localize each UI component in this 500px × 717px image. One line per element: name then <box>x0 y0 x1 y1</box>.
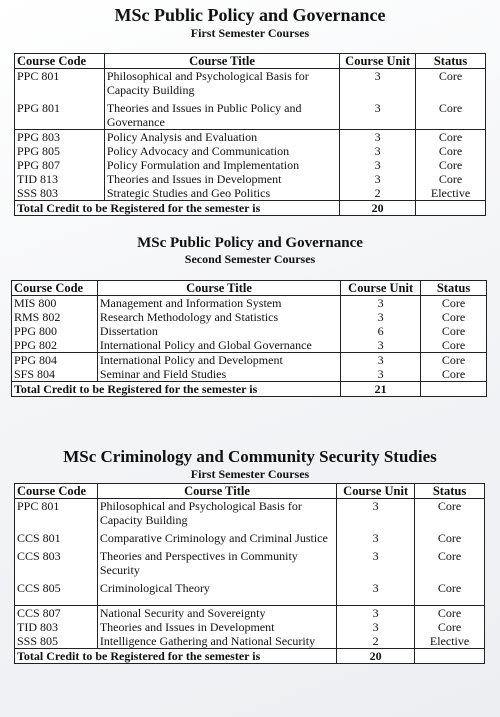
table-row <box>12 324 487 338</box>
course-unit: 2 <box>340 186 416 201</box>
header-course-title: Course Title <box>104 54 339 69</box>
table-row <box>15 69 486 98</box>
course-status: Core <box>416 130 486 145</box>
course-title: Policy Advocacy and Communication <box>104 144 339 158</box>
course-unit: 6 <box>341 324 421 338</box>
header-course-title: Course Title <box>97 281 340 296</box>
total-credit-label: Total Credit to be Registered for the semester is <box>12 382 341 397</box>
table-row <box>12 367 487 382</box>
table-row <box>15 101 486 130</box>
course-status: Elective <box>415 634 485 649</box>
course-status: Core <box>415 549 485 577</box>
header-course-code: Course Code <box>15 484 98 499</box>
header-course-code: Course Code <box>12 281 98 296</box>
header-course-unit: Course Unit <box>341 281 421 296</box>
course-code: MIS 800 <box>12 296 98 311</box>
course-status: Core <box>416 144 486 158</box>
course-code: SFS 804 <box>12 367 98 382</box>
table-row <box>15 172 486 186</box>
course-table-ppg-second <box>11 280 487 397</box>
total-credit-value: 21 <box>341 382 421 397</box>
course-unit: 3 <box>341 353 421 368</box>
section-subtitle: Second Semester Courses <box>184 252 316 266</box>
course-unit: 3 <box>337 531 415 545</box>
total-credit-value: 20 <box>340 201 416 216</box>
course-title: National Security and Sovereignty <box>97 606 336 621</box>
course-title: Intelligence Gathering and National Security <box>97 634 336 649</box>
course-title: Theories and Perspectives in Community Security <box>97 549 336 577</box>
header-status: Status <box>415 484 485 499</box>
total-credit-value: 20 <box>337 649 415 664</box>
course-title: Dissertation <box>97 324 340 338</box>
section-subtitle: First Semester Courses <box>190 26 310 40</box>
total-credit-row <box>12 382 487 397</box>
table-row <box>15 186 486 201</box>
course-unit: 3 <box>341 296 421 311</box>
course-status: Core <box>421 310 487 324</box>
table-row <box>15 130 486 145</box>
section-title: MSc Criminology and Community Security Studies <box>63 447 437 466</box>
course-unit: 3 <box>337 499 415 528</box>
course-code: SSS 803 <box>15 186 105 201</box>
course-code: PPG 803 <box>15 130 105 145</box>
section-title: MSc Public Policy and Governance <box>137 235 363 251</box>
course-unit: 3 <box>337 606 415 621</box>
section-ppg-first-semester <box>0 4 500 40</box>
course-code: PPC 801 <box>15 69 105 98</box>
course-code: CCS 801 <box>15 531 98 545</box>
course-code: PPG 805 <box>15 144 105 158</box>
course-title: Seminar and Field Studies <box>97 367 340 382</box>
header-status: Status <box>416 54 486 69</box>
course-title: Management and Information System <box>97 296 340 311</box>
course-status: Core <box>416 101 486 130</box>
table-row <box>15 144 486 158</box>
course-unit: 3 <box>341 367 421 382</box>
table-row <box>15 634 485 649</box>
course-status: Core <box>421 338 487 353</box>
section-ppg-second-semester <box>0 234 500 266</box>
course-title: Criminological Theory <box>97 581 336 595</box>
course-code: PPC 801 <box>15 499 98 528</box>
course-code: SSS 805 <box>15 634 98 649</box>
course-title: Research Methodology and Statistics <box>97 310 340 324</box>
total-credit-row <box>15 201 486 216</box>
section-title: MSc Public Policy and Governance <box>114 5 386 25</box>
course-title: Policy Analysis and Evaluation <box>104 130 339 145</box>
course-code: PPG 801 <box>15 101 105 130</box>
course-unit: 3 <box>340 101 416 130</box>
table-row <box>15 606 485 621</box>
course-title: Strategic Studies and Geo Politics <box>104 186 339 201</box>
header-course-code: Course Code <box>15 54 105 69</box>
table-header-row <box>15 484 485 499</box>
course-title: Theories and Issues in Development <box>104 172 339 186</box>
course-unit: 3 <box>340 172 416 186</box>
table-row <box>15 499 485 528</box>
course-status: Core <box>416 158 486 172</box>
total-credit-label: Total Credit to be Registered for the semester is <box>15 649 337 664</box>
total-credit-row <box>15 649 485 664</box>
table-row <box>12 353 487 368</box>
table-header-row <box>12 281 487 296</box>
course-unit: 2 <box>337 634 415 649</box>
course-unit: 3 <box>341 338 421 353</box>
header-course-unit: Course Unit <box>337 484 415 499</box>
course-title: Philosophical and Psychological Basis for Capacity Building <box>97 499 336 528</box>
header-status: Status <box>421 281 487 296</box>
course-table-ppg-first <box>14 53 486 216</box>
course-status: Core <box>421 367 487 382</box>
table-row <box>15 549 485 577</box>
course-unit: 3 <box>340 69 416 98</box>
course-status: Core <box>421 324 487 338</box>
table-row <box>15 531 485 545</box>
course-code: PPG 800 <box>12 324 98 338</box>
course-unit: 3 <box>337 581 415 595</box>
course-code: CCS 805 <box>15 581 98 595</box>
course-unit: 3 <box>340 144 416 158</box>
course-code: CCS 803 <box>15 549 98 577</box>
table-row <box>15 581 485 595</box>
course-title: International Policy and Development <box>97 353 340 368</box>
course-status: Core <box>416 172 486 186</box>
course-title: Theories and Issues in Development <box>97 620 336 634</box>
section-ccs-first-semester <box>0 447 500 481</box>
header-course-unit: Course Unit <box>340 54 416 69</box>
total-credit-label: Total Credit to be Registered for the semester is <box>15 201 340 216</box>
course-status: Core <box>415 581 485 595</box>
course-unit: 3 <box>340 158 416 172</box>
course-code: PPG 802 <box>12 338 98 353</box>
course-status: Core <box>415 499 485 528</box>
course-code: RMS 802 <box>12 310 98 324</box>
course-code: PPG 807 <box>15 158 105 172</box>
course-status: Elective <box>416 186 486 201</box>
course-unit: 3 <box>341 310 421 324</box>
course-code: TID 803 <box>15 620 98 634</box>
course-code: CCS 807 <box>15 606 98 621</box>
course-table-ccs-first <box>14 483 485 664</box>
course-status: Core <box>415 531 485 545</box>
course-title: International Policy and Global Governance <box>97 338 340 353</box>
course-unit: 3 <box>340 130 416 145</box>
course-title: Theories and Issues in Public Policy and Governance <box>104 101 339 130</box>
course-status: Core <box>421 353 487 368</box>
course-title: Philosophical and Psychological Basis for Capacity Building <box>104 69 339 98</box>
table-row <box>12 296 487 311</box>
course-code: PPG 804 <box>12 353 98 368</box>
course-code: TID 813 <box>15 172 105 186</box>
course-status: Core <box>415 620 485 634</box>
table-row <box>15 620 485 634</box>
course-title: Comparative Criminology and Criminal Justice <box>97 531 336 545</box>
course-status: Core <box>415 606 485 621</box>
section-subtitle: First Semester Courses <box>190 467 310 481</box>
course-unit: 3 <box>337 620 415 634</box>
table-row <box>15 158 486 172</box>
table-header-row <box>15 54 486 69</box>
course-unit: 3 <box>337 549 415 577</box>
course-status: Core <box>416 69 486 98</box>
header-course-title: Course Title <box>97 484 336 499</box>
course-status: Core <box>421 296 487 311</box>
table-row <box>12 310 487 324</box>
course-title: Policy Formulation and Implementation <box>104 158 339 172</box>
table-row <box>12 338 487 353</box>
